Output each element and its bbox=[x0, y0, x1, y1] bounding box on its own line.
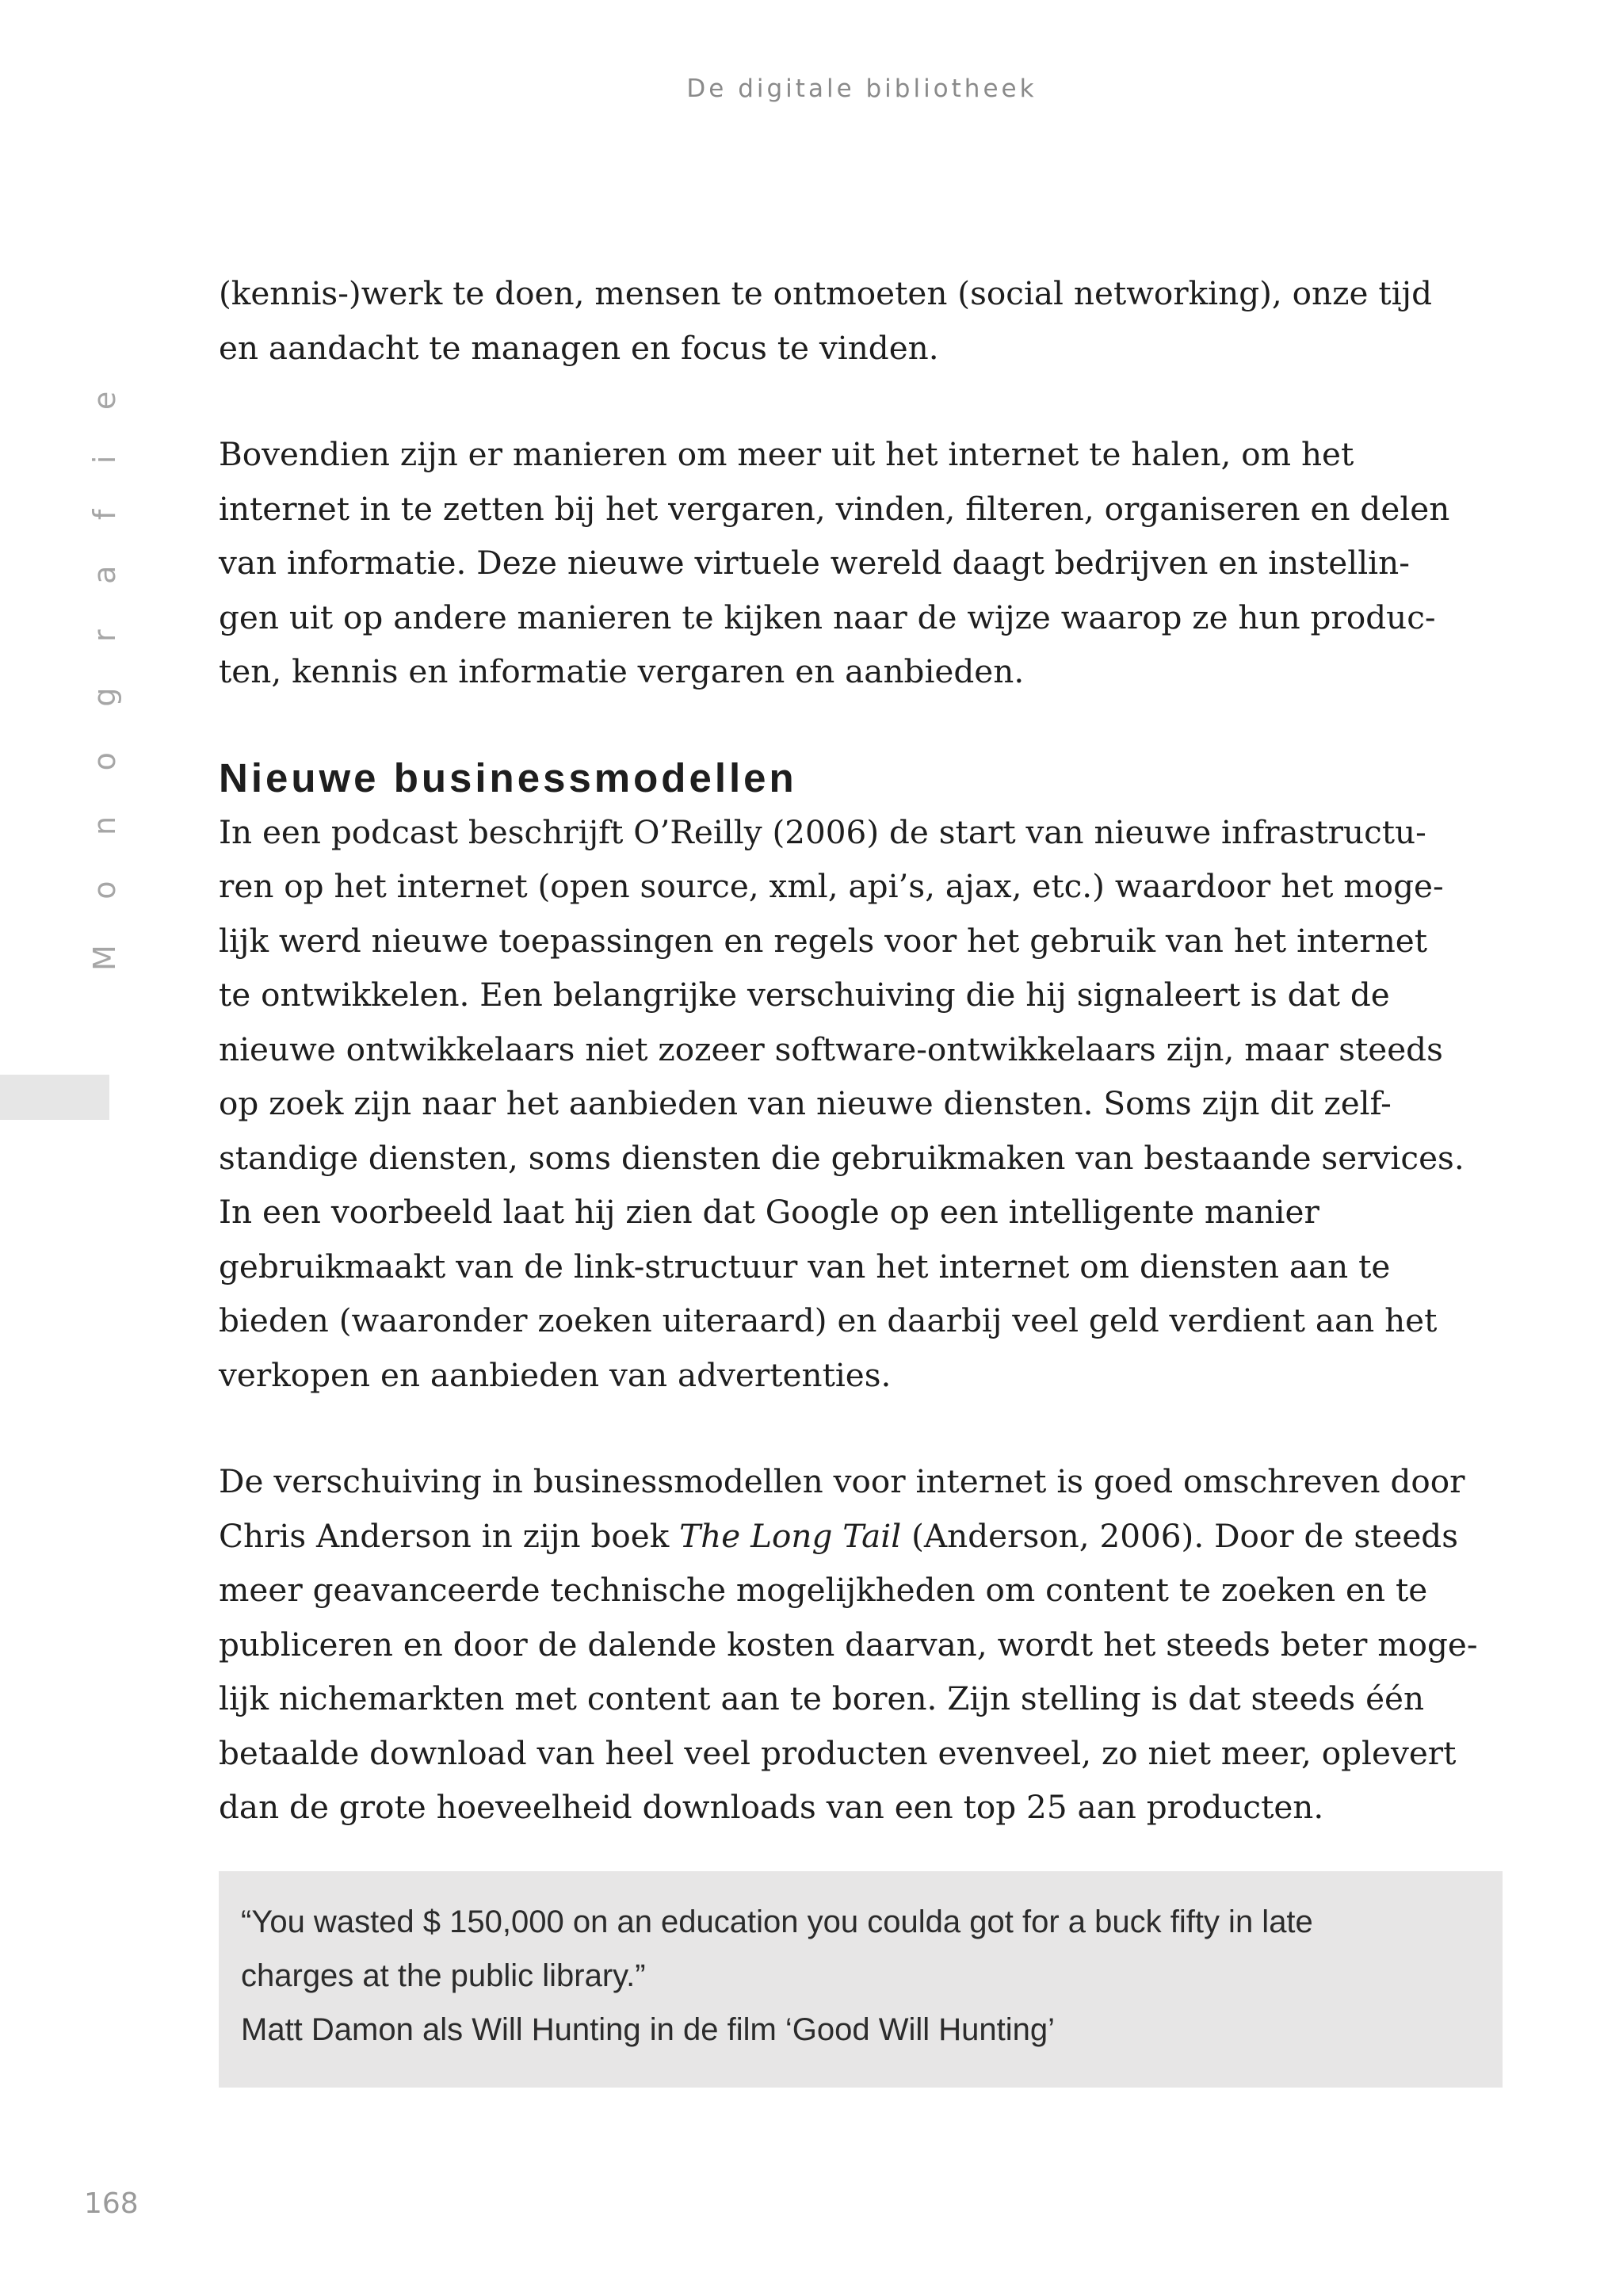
paragraph-2 bbox=[219, 427, 1507, 699]
text-line: bieden (waaronder zoeken uiteraard) en daarbij veel geld verdient aan het bbox=[219, 1301, 1438, 1339]
text-line: gen uit op andere manieren te kijken naar de wijze waarop ze hun produc- bbox=[219, 598, 1436, 636]
text-line: van informatie. Deze nieuwe virtuele wereld daagt bedrijven en instellin- bbox=[219, 544, 1410, 582]
text-line: In een voorbeeld laat hij zien dat Google op een intelligente manier bbox=[219, 1193, 1319, 1231]
quote-attribution: Matt Damon als Will Hunting in de film ‘Good Will Hunting’ bbox=[241, 2012, 1056, 2047]
text-line: standige diensten, soms diensten die gebruikmaken van bestaande services. bbox=[219, 1138, 1465, 1177]
text-line: In een podcast beschrijft O’Reilly (2006) de start van nieuwe infrastructu- bbox=[219, 812, 1426, 851]
text-line: internet in te zetten bij het vergaren, vinden, filteren, organiseren en delen bbox=[219, 489, 1450, 528]
side-section-tab bbox=[0, 1075, 109, 1120]
running-head: De digitale bibliotheek bbox=[686, 74, 1037, 103]
text-line: De verschuiving in businessmodellen voor internet is goed omschreven door bbox=[219, 1462, 1465, 1500]
paragraph-3 bbox=[219, 805, 1507, 1403]
quote-box bbox=[219, 1871, 1503, 2088]
text-line: betaalde download van heel veel producten evenveel, zo niet meer, oplevert bbox=[219, 1733, 1457, 1772]
side-section-label: Monografie bbox=[87, 346, 122, 971]
text-line: op zoek zijn naar het aanbieden van nieuwe diensten. Soms zijn dit zelf- bbox=[219, 1084, 1392, 1122]
text-line: gebruikmaakt van de link-structuur van het internet om diensten aan te bbox=[219, 1247, 1391, 1286]
text-line: verkopen en aanbieden van advertenties. bbox=[219, 1355, 892, 1394]
body-text bbox=[219, 266, 1507, 1887]
text-line: lijk werd nieuwe toepassingen en regels voor het gebruik van het internet bbox=[219, 921, 1428, 960]
text-line: publiceren en door de dalende kosten daarvan, wordt het steeds beter moge- bbox=[219, 1625, 1478, 1664]
paragraph-4 bbox=[219, 1454, 1507, 1835]
text-line: dan de grote hoeveelheid downloads van een top 25 aan producten. bbox=[219, 1788, 1324, 1826]
text-run: Chris Anderson in zijn boek bbox=[219, 1516, 680, 1555]
text-line: nieuwe ontwikkelaars niet zozeer software-ontwikkelaars zijn, maar steeds bbox=[219, 1030, 1443, 1068]
text-line: meer geavanceerde technische mogelijkheden om content te zoeken en te bbox=[219, 1571, 1428, 1609]
text-line: ren op het internet (open source, xml, api’s, ajax, etc.) waardoor het moge- bbox=[219, 867, 1444, 905]
text-line: Bovendien zijn er manieren om meer uit het internet te halen, om het bbox=[219, 435, 1354, 473]
quote-line: “You wasted $ 150,000 on an education you coulda got for a buck fifty in late bbox=[241, 1904, 1313, 1939]
text-line: te ontwikkelen. Een belangrijke verschuiving die hij signaleert is dat de bbox=[219, 976, 1390, 1014]
text-run: (Anderson, 2006). Door de steeds bbox=[901, 1516, 1459, 1555]
text-line: ten, kennis en informatie vergaren en aanbieden. bbox=[219, 652, 1025, 690]
page-number: 168 bbox=[84, 2187, 139, 2220]
quote-line: charges at the public library.” bbox=[241, 1958, 646, 1993]
section-heading: Nieuwe businessmodellen bbox=[219, 755, 797, 800]
paragraph-1 bbox=[219, 266, 1507, 375]
book-title: The Long Tail bbox=[679, 1516, 902, 1555]
text-line: (kennis-)werk te doen, mensen te ontmoeten (social networking), onze tijd bbox=[219, 274, 1433, 312]
text-line: lijk nichemarkten met content aan te boren. Zijn stelling is dat steeds één bbox=[219, 1679, 1425, 1717]
text-line: en aandacht te managen en focus te vinden. bbox=[219, 328, 939, 367]
text-line bbox=[219, 1509, 1507, 1564]
